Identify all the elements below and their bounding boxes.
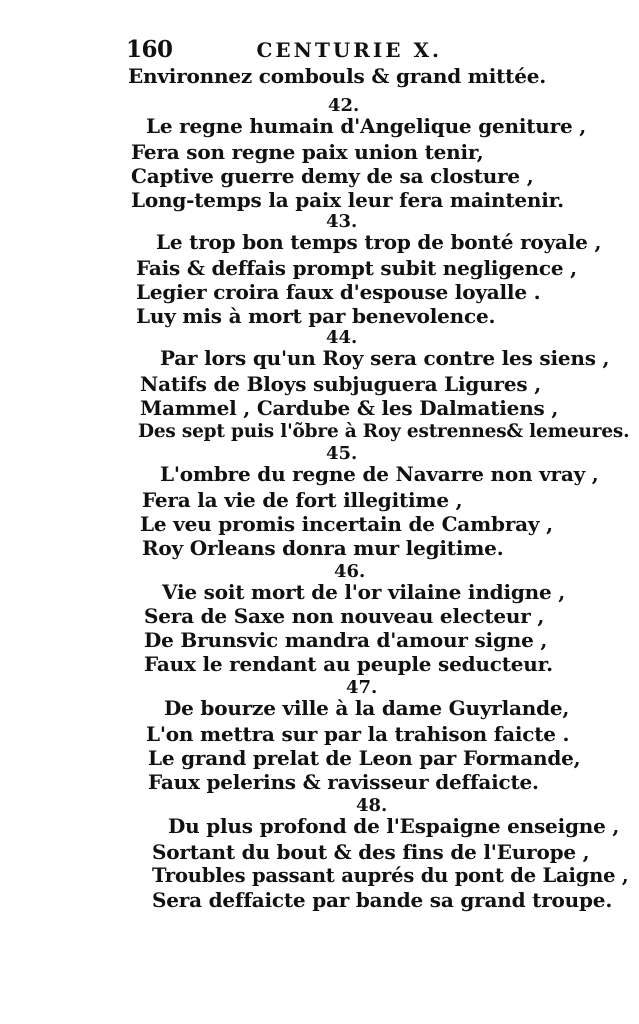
verse-line: Faux le rendant au peuple seducteur.: [144, 652, 553, 676]
verse-line: Captive guerre demy de sa closture ,: [131, 164, 534, 188]
verse-line: Fera son regne paix union tenir,: [131, 140, 484, 164]
verse-line: Sortant du bout & des fins de l'Europe ,: [152, 840, 590, 864]
verse-line: Vie soit mort de l'or vilaine indigne ,: [162, 580, 566, 604]
verse-line: L'on mettra sur par la trahison faicte .: [146, 722, 570, 746]
verse-line: Fera la vie de fort illegitime ,: [142, 488, 463, 512]
verse-line: Du plus profond de l'Espaigne enseigne ,: [168, 814, 620, 838]
verse-line: Sera deffaicte par bande sa grand troupe.: [152, 888, 613, 912]
verse-line: Fais & deffais prompt subit negligence ,: [136, 256, 577, 280]
verse-line: Luy mis à mort par benevolence.: [136, 304, 496, 328]
quatrain-number: 44.: [326, 327, 358, 348]
verse-line: Legier croira faux d'espouse loyalle .: [136, 280, 541, 304]
verse-line: Le trop bon temps trop de bonté royale ,: [156, 230, 602, 254]
carryover-line: Environnez combouls & grand mittée.: [128, 64, 547, 88]
quatrain-number: 47.: [346, 677, 378, 698]
verse-line: Le veu promis incertain de Cambray ,: [140, 512, 553, 536]
verse-line: Faux pelerins & ravisseur deffaicte.: [148, 770, 539, 794]
verse-line: Mammel , Cardube & les Dalmatiens ,: [140, 396, 559, 420]
verse-line: Des sept puis l'õbre à Roy estrennes& lemeures.: [138, 421, 630, 442]
verse-line: Le grand prelat de Leon par Formande,: [148, 746, 581, 770]
verse-line: De bourze ville à la dame Guyrlande,: [164, 696, 570, 720]
page-header: [126, 36, 466, 66]
verse-line: Roy Orleans donra mur legitime.: [142, 536, 504, 560]
running-head: CENTURIE X.: [256, 38, 442, 62]
verse-line: Troubles passant auprés du pont de Laigne ,: [152, 864, 629, 887]
quatrain-number: 48.: [356, 795, 388, 816]
page-number: 160: [126, 36, 173, 63]
verse-line: Par lors qu'un Roy sera contre les siens ,: [160, 346, 610, 370]
verse-line: L'ombre du regne de Navarre non vray ,: [160, 462, 599, 486]
quatrain-number: 43.: [326, 211, 358, 232]
verse-line: Long-temps la paix leur fera maintenir.: [131, 188, 564, 212]
quatrain-number: 46.: [334, 561, 366, 582]
verse-line: Le regne humain d'Angelique geniture ,: [146, 114, 587, 138]
quatrain-number: 45.: [326, 443, 358, 464]
verse-line: Sera de Saxe non nouveau electeur ,: [144, 604, 545, 628]
quatrain-number: 42.: [328, 95, 360, 116]
verse-line: De Brunsvic mandra d'amour signe ,: [144, 628, 548, 652]
verse-line: Natifs de Bloys subjuguera Ligures ,: [140, 372, 541, 396]
